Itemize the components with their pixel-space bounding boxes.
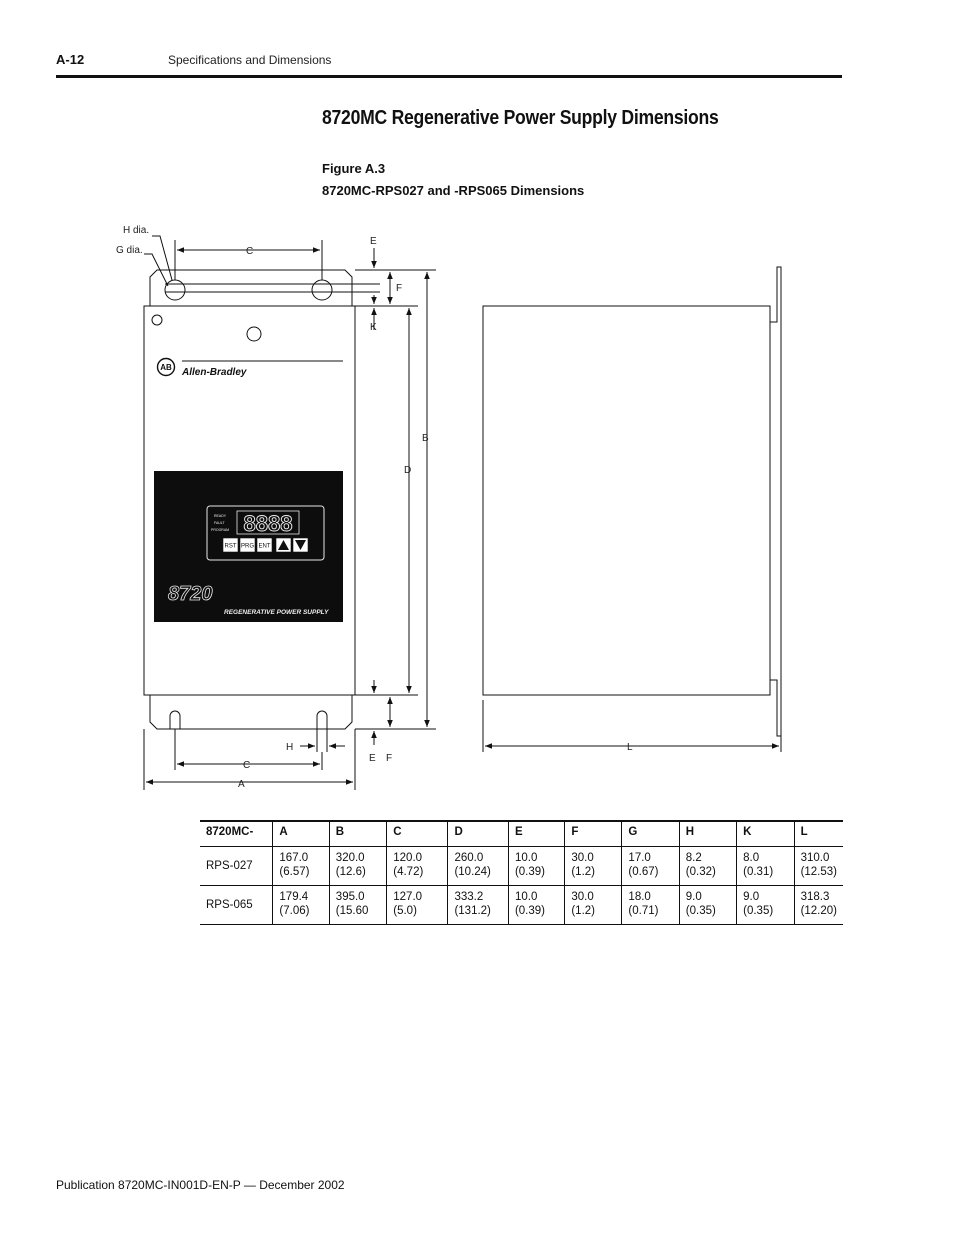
col-a: A (273, 821, 329, 847)
table-row (200, 847, 843, 886)
indicator-label-program: PROGRAM (211, 528, 230, 532)
ab-logo-letters: AB (160, 363, 172, 372)
cell-h: 8.2 (0.32) (679, 847, 736, 886)
cell-a: 179.4 (7.06) (273, 886, 329, 925)
indicator-label-ready: READY (214, 514, 227, 518)
col-g: G (622, 821, 679, 847)
callout-a: A (238, 779, 245, 790)
cell-f: 30.0 (1.2) (565, 886, 622, 925)
key-rst-label: RST (224, 543, 237, 550)
cell-d: 260.0 (10.24) (448, 847, 509, 886)
callout-f-bottom: F (386, 753, 393, 764)
cell-b: 320.0 (12.6) (329, 847, 386, 886)
cell-b: 395.0 (15.60 (329, 886, 386, 925)
col-b: B (329, 821, 386, 847)
mount-hole-top-right (312, 280, 332, 300)
col-l: L (794, 821, 843, 847)
led-display-digits: 8888 (243, 511, 293, 536)
cell-g: 17.0 (0.67) (622, 847, 679, 886)
row-model: RPS-065 (200, 886, 273, 925)
callout-k: K (370, 322, 377, 333)
panel-model-logo: 8720 (168, 583, 213, 605)
figure-caption: 8720MC-RPS027 and -RPS065 Dimensions (322, 183, 585, 198)
cell-d: 333.2 (131.2) (448, 886, 509, 925)
indicator-label-fault: FAULT (214, 521, 225, 525)
table-header-row (200, 821, 843, 847)
key-ent-label: ENT (258, 543, 271, 550)
mount-slot-bottom-right (317, 711, 327, 729)
row-model: RPS-027 (200, 847, 273, 886)
callout-f-top: F (396, 283, 403, 294)
col-e: E (508, 821, 564, 847)
col-h: H (679, 821, 736, 847)
figure-label: Figure A.3 (322, 161, 386, 176)
enclosure-side (483, 306, 770, 695)
dimensions-table (200, 820, 843, 925)
col-d: D (448, 821, 509, 847)
cell-f: 30.0 (1.2) (565, 847, 622, 886)
key-prg-label: PRG (240, 543, 255, 550)
col-f: F (565, 821, 622, 847)
chapter-title: Specifications and Dimensions (168, 53, 332, 67)
indicator-led (152, 315, 162, 325)
cell-l: 310.0 (12.53) (794, 847, 843, 886)
callout-h-bottom: H (286, 742, 294, 753)
cell-g: 18.0 (0.71) (622, 886, 679, 925)
callout-e-bottom: E (369, 753, 376, 764)
callout-c-top: C (246, 246, 254, 257)
cell-h: 9.0 (0.35) (679, 886, 736, 925)
callout-d: D (404, 465, 412, 476)
callout-h-dia: H dia. (123, 225, 150, 236)
page-number: A-12 (56, 52, 85, 67)
cell-l: 318.3 (12.20) (794, 886, 843, 925)
callout-l: L (627, 742, 633, 753)
cell-e: 10.0 (0.39) (508, 886, 564, 925)
footer-publication: Publication 8720MC-IN001D-EN-P — December 2002 (56, 1178, 345, 1192)
cell-a: 167.0 (6.57) (273, 847, 329, 886)
mount-slot-bottom-left (170, 711, 180, 729)
cell-k: 9.0 (0.35) (737, 886, 794, 925)
front-screw (247, 327, 261, 341)
col-c: C (387, 821, 448, 847)
callout-b: B (422, 433, 429, 444)
col-model: 8720MC- (200, 821, 273, 847)
panel-product-label: REGENERATIVE POWER SUPPLY (224, 609, 329, 616)
cell-c: 127.0 (5.0) (387, 886, 448, 925)
section-title: 8720MC Regenerative Power Supply Dimensions (322, 107, 719, 129)
cell-c: 120.0 (4.72) (387, 847, 448, 886)
callout-c-bottom: C (243, 760, 251, 771)
cell-k: 8.0 (0.31) (737, 847, 794, 886)
col-k: K (737, 821, 794, 847)
mount-hole-top-left (165, 280, 185, 300)
side-bracket (770, 267, 781, 736)
brand-name: Allen-Bradley (182, 367, 247, 378)
callout-g-dia: G dia. (116, 245, 143, 256)
table-row (200, 886, 843, 925)
cell-e: 10.0 (0.39) (508, 847, 564, 886)
callout-e-top: E (370, 236, 377, 247)
